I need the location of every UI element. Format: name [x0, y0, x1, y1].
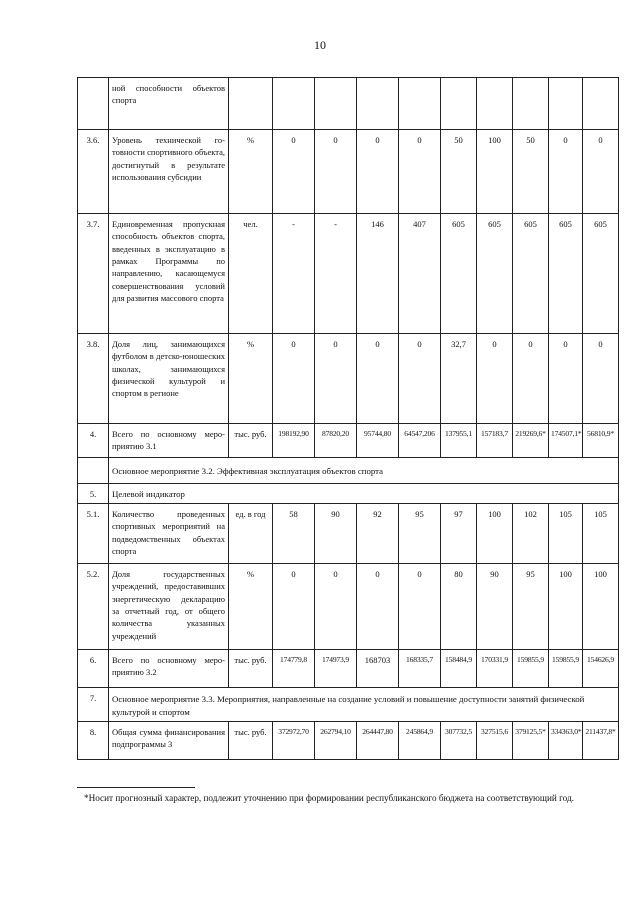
value-cell: 32,7 — [441, 334, 477, 424]
table-row — [78, 504, 619, 564]
value-cell: 605 — [549, 214, 583, 334]
table-row — [78, 424, 619, 458]
value-cell — [583, 78, 619, 130]
value-cell: 97 — [441, 504, 477, 564]
value-cell: 0 — [273, 564, 315, 650]
value-cell — [357, 78, 399, 130]
unit-cell: тыс. руб. — [229, 722, 273, 760]
value-cell: 159855,9 — [549, 650, 583, 688]
value-cell: 159855,9 — [513, 650, 549, 688]
value-cell: 0 — [357, 334, 399, 424]
value-cell — [273, 78, 315, 130]
value-cell: 0 — [583, 130, 619, 214]
indicators-table — [77, 77, 619, 760]
indicator-description: Всего по основному мероприятию 3.1 — [109, 424, 229, 458]
value-cell: 92 — [357, 504, 399, 564]
row-number: 3.8. — [78, 334, 109, 424]
section-heading: Основное мероприятие 3.3. Мероприятия, направленные на создание условий и повышение доступности занятий физической культурой и спортом — [109, 688, 619, 722]
unit-cell: % — [229, 130, 273, 214]
value-cell: - — [273, 214, 315, 334]
row-number: 5. — [78, 484, 109, 504]
value-cell: 0 — [357, 130, 399, 214]
value-cell: 146 — [357, 214, 399, 334]
value-cell: 100 — [583, 564, 619, 650]
value-cell: 0 — [513, 334, 549, 424]
value-cell: 168703 — [357, 650, 399, 688]
value-cell — [441, 78, 477, 130]
value-cell: 0 — [357, 564, 399, 650]
value-cell: 0 — [399, 334, 441, 424]
value-cell: 0 — [399, 130, 441, 214]
table-row — [78, 688, 619, 722]
section-heading: Целевой индикатор — [109, 484, 619, 504]
row-number: 4. — [78, 424, 109, 458]
value-cell: 100 — [477, 504, 513, 564]
indicator-description: Всего по основному мероприятию 3.2 — [109, 650, 229, 688]
unit-cell: ед. в год — [229, 504, 273, 564]
value-cell: 0 — [477, 334, 513, 424]
value-cell: 0 — [315, 130, 357, 214]
value-cell: 100 — [477, 130, 513, 214]
value-cell: 95744,80 — [357, 424, 399, 458]
value-cell: 170331,9 — [477, 650, 513, 688]
unit-cell: тыс. руб. — [229, 650, 273, 688]
row-number — [78, 78, 109, 130]
value-cell: 407 — [399, 214, 441, 334]
value-cell: 605 — [477, 214, 513, 334]
value-cell: 50 — [441, 130, 477, 214]
value-cell: 95 — [399, 504, 441, 564]
row-number: 8. — [78, 722, 109, 760]
table-row — [78, 564, 619, 650]
value-cell — [513, 78, 549, 130]
value-cell: 105 — [583, 504, 619, 564]
indicator-description: ной способности объектов спорта — [109, 78, 229, 130]
value-cell: 174779,8 — [273, 650, 315, 688]
value-cell: 372972,70 — [273, 722, 315, 760]
value-cell: 64547,206 — [399, 424, 441, 458]
value-cell: - — [315, 214, 357, 334]
indicator-description: Единовременная пропускная способность объектов спорта, введенных в эксплуатацию в рамках Программы по направлению, касающемуся совершенствования условий для развития массового спорта — [109, 214, 229, 334]
value-cell: 90 — [477, 564, 513, 650]
row-number: 3.7. — [78, 214, 109, 334]
value-cell: 0 — [583, 334, 619, 424]
value-cell: 100 — [549, 564, 583, 650]
table-row — [78, 650, 619, 688]
value-cell: 219269,6* — [513, 424, 549, 458]
table-row — [78, 214, 619, 334]
value-cell: 58 — [273, 504, 315, 564]
row-number: 3.6. — [78, 130, 109, 214]
unit-cell: % — [229, 334, 273, 424]
value-cell — [315, 78, 357, 130]
page-number: 10 — [314, 38, 326, 52]
table-row — [78, 722, 619, 760]
table-row — [78, 78, 619, 130]
value-cell: 50 — [513, 130, 549, 214]
value-cell: 605 — [441, 214, 477, 334]
value-cell: 327515,6 — [477, 722, 513, 760]
row-number: 6. — [78, 650, 109, 688]
value-cell: 264447,80 — [357, 722, 399, 760]
value-cell: 174507,1* — [549, 424, 583, 458]
value-cell: 56810,9* — [583, 424, 619, 458]
row-number: 7. — [78, 688, 109, 722]
table-row — [78, 484, 619, 504]
value-cell: 0 — [315, 564, 357, 650]
indicator-description: Количество проведенных спортивных мероприятий на подведомственных объектах спорта — [109, 504, 229, 564]
row-number: 5.2. — [78, 564, 109, 650]
table-row — [78, 334, 619, 424]
indicator-description: Общая сумма финансирования подпрограммы 3 — [109, 722, 229, 760]
unit-cell — [229, 78, 273, 130]
indicator-description: Доля лиц, занимающихся футболом в детско-юношеских школах, занимающихся физической культурой и спортом в регионе — [109, 334, 229, 424]
value-cell: 0 — [549, 334, 583, 424]
value-cell: 105 — [549, 504, 583, 564]
value-cell: 137955,1 — [441, 424, 477, 458]
value-cell: 157183,7 — [477, 424, 513, 458]
value-cell: 90 — [315, 504, 357, 564]
value-cell: 95 — [513, 564, 549, 650]
value-cell: 0 — [273, 130, 315, 214]
value-cell: 307732,5 — [441, 722, 477, 760]
value-cell: 168335,7 — [399, 650, 441, 688]
footnote: *Носит прогнозный характер, подлежит уточнению при формировании республиканского бюджета на соответствующий год. — [84, 793, 574, 803]
value-cell — [399, 78, 441, 130]
row-number: 5.1. — [78, 504, 109, 564]
value-cell: 102 — [513, 504, 549, 564]
table-row — [78, 130, 619, 214]
value-cell: 0 — [273, 334, 315, 424]
footnote-separator — [77, 787, 195, 788]
row-number — [78, 458, 109, 484]
value-cell: 0 — [399, 564, 441, 650]
indicator-description: Уровень технической готовности спортивного объекта, достигнутый в результате использования субсидии — [109, 130, 229, 214]
value-cell: 605 — [513, 214, 549, 334]
value-cell: 154626,9 — [583, 650, 619, 688]
value-cell — [477, 78, 513, 130]
value-cell: 80 — [441, 564, 477, 650]
value-cell: 158484,9 — [441, 650, 477, 688]
unit-cell: тыс. руб. — [229, 424, 273, 458]
section-heading: Основное мероприятие 3.2. Эффективная эксплуатация объектов спорта — [109, 458, 619, 484]
value-cell: 87820,20 — [315, 424, 357, 458]
value-cell: 174973,9 — [315, 650, 357, 688]
value-cell: 0 — [315, 334, 357, 424]
value-cell: 211437,8* — [583, 722, 619, 760]
unit-cell: % — [229, 564, 273, 650]
table-row — [78, 458, 619, 484]
value-cell: 0 — [549, 130, 583, 214]
value-cell: 262794,10 — [315, 722, 357, 760]
value-cell: 245864,9 — [399, 722, 441, 760]
unit-cell: чел. — [229, 214, 273, 334]
value-cell — [549, 78, 583, 130]
value-cell: 379125,5* — [513, 722, 549, 760]
indicator-description: Доля государственных учреждений, предоставивших энергетическую декларацию за отчетный год, от общего количества указанных учреждений — [109, 564, 229, 650]
value-cell: 605 — [583, 214, 619, 334]
value-cell: 334363,0* — [549, 722, 583, 760]
value-cell: 198192,90 — [273, 424, 315, 458]
